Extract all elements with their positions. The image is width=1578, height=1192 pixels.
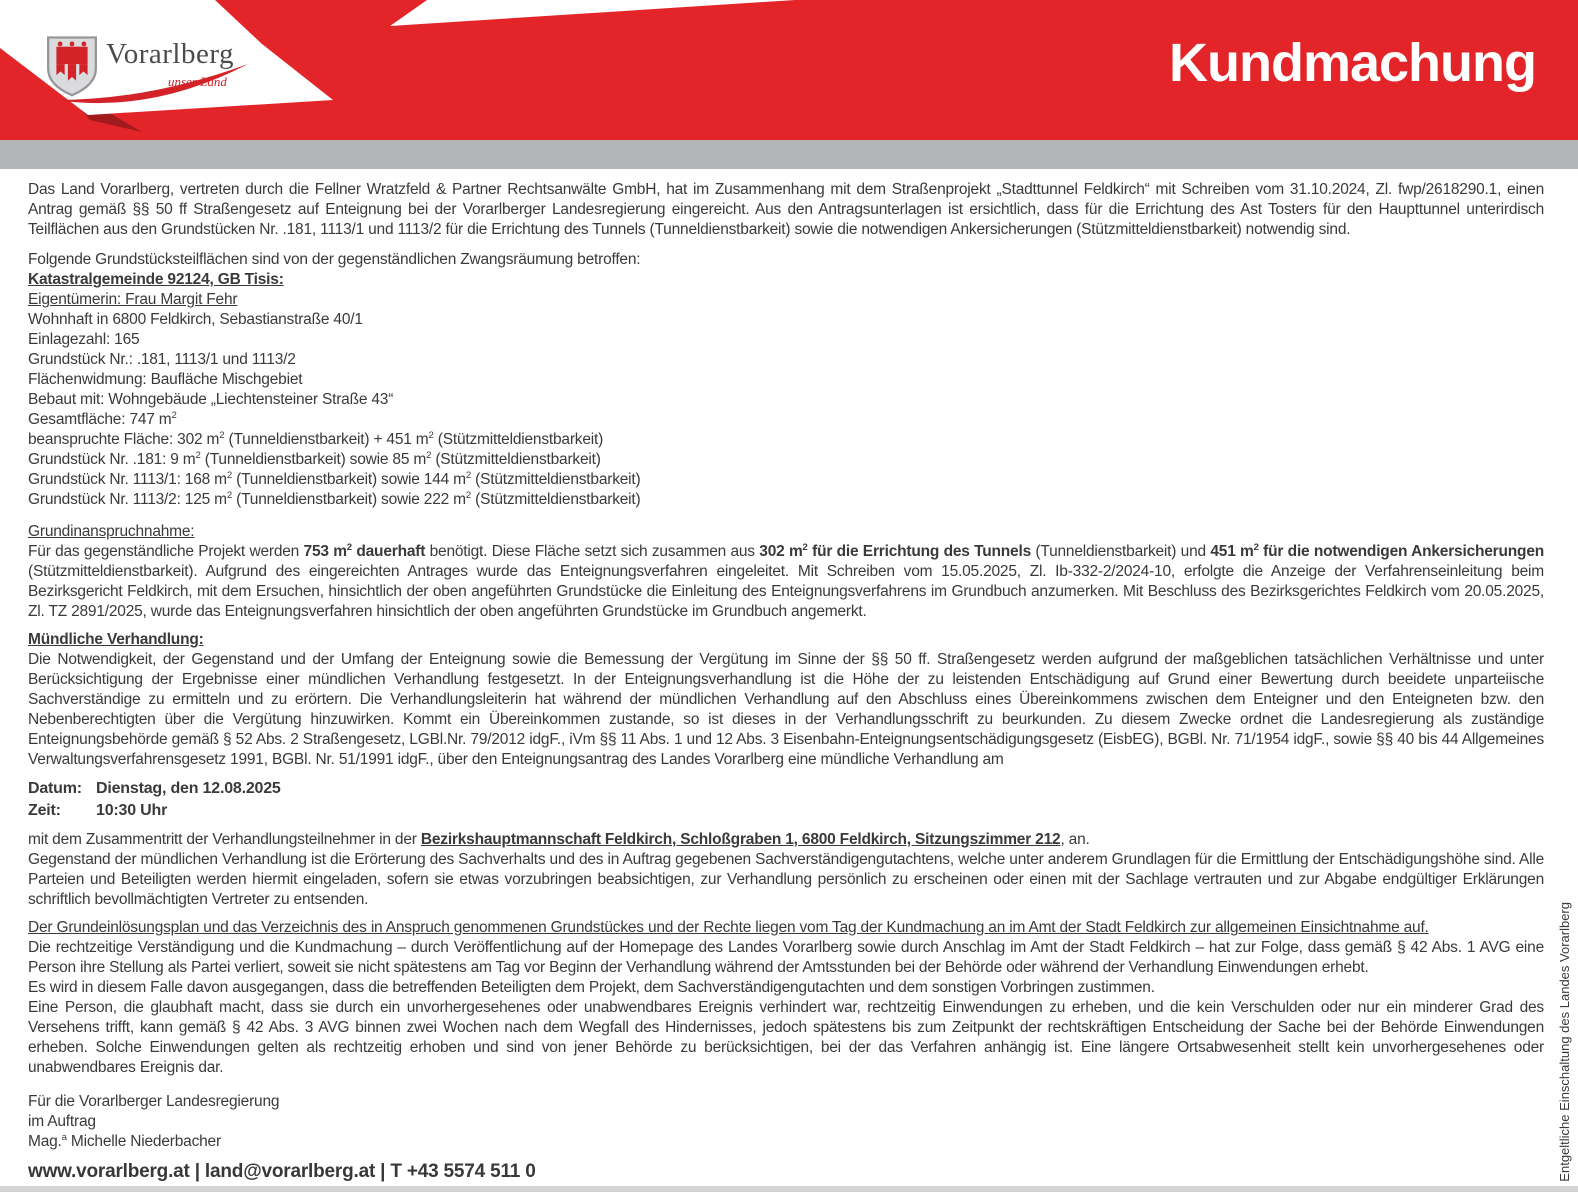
property-line: Eigentümerin: Frau Margit Fehr — [28, 291, 238, 308]
einsicht-notice-line: Der Grundeinlösungsplan und das Verzeichnis des in Anspruch genommenen Grundstückes und der Rechte liegen vom Tag der Kundmachung an im Amt der Stadt Feldkirch zur allgemeinen Einsichtnahme auf. — [28, 919, 1429, 936]
affected-lead-line: Folgende Grundstücksteilflächen sind von der gegenständlichen Zwangsräumung betroffen: — [28, 251, 641, 268]
vorarlberg-logo — [0, 0, 360, 140]
property-line: Grundstück Nr. .181: 9 $m^2$ (Tunneldienstbarkeit) sowie 85 $m^2$ (Stützmitteldienstbarkeit) — [28, 449, 601, 468]
gray-divider-bar — [0, 140, 1578, 169]
signature-block — [28, 1092, 1544, 1152]
signature-name: Mag.$^a$ Michelle Niederbacher — [28, 1131, 221, 1150]
header-banner — [0, 0, 1578, 140]
property-line: Grundstück Nr. 1113/2: 125 $m^2$ (Tunneldienstbarkeit) sowie 222 $m^2$ (Stützmitteldienstbarkeit) — [28, 489, 641, 508]
logo-wordmark: Vorarlberg — [106, 38, 234, 70]
time-value: 10:30 Uhr — [96, 802, 168, 819]
einsicht-paragraph-3: Eine Person, die glaubhaft macht, dass sie durch ein unvorhergesehenes oder unabwendbares Ereignis verhindert war, rechtzeitig Einwendungen zu erheben, und die kein Verschulden oder nur ein minderer Grad des Versehens trifft, kann gemäß § 42 Abs. 3 AVG binnen zwei Wochen nach dem Wegfall des Hindernisses, jedoch spätestens bis zum Zeitpunkt der rechtskräftigen Entscheidung der Sache bei der Behörde Einwendungen erheben. Solche Einwendungen gelten als rechtzeitig erhoben und sind von jener Behörde zu berücksichtigen, bei der das Verfahren anhängig ist. Eine längere Ortsabwesenheit stellt kein unvorhergesehenes oder unabwendbares Ereignis dar. — [28, 999, 1544, 1076]
section-heading-verhandlung: Mündliche Verhandlung: — [28, 631, 204, 648]
einsicht-paragraph-2: Es wird in diesem Falle davon ausgegangen, dass die betreffenden Beteiligten dem Projekt, dem Sachverständigengutachten und dem sonstigen Vorbringen zustimmen. — [28, 979, 1155, 996]
property-line: beanspruchte Fläche: 302 $m^2$ (Tunneldienstbarkeit) + 451 $m^2$ (Stützmitteldienstbarkeit) — [28, 429, 604, 448]
time-label: Zeit: — [28, 802, 61, 819]
verhandlung-paragraph: Die Notwendigkeit, der Gegenstand und der Umfang der Enteignung sowie die Bemessung der Vergütung im Sinne der §§ 50 ff. Straßengesetz werden aufgrund der maßgeblichen tatsächlichen Verhältnisse und unter Berücksichtigung der Ergebnisse einer mündlichen Verhandlung festgesetzt. In der Enteignungsverhandlung ist die Höhe der zu leistenden Entschädigung auf Grund einer Bewertung durch beeidete unparteiische Sachverständige zu ermitteln und zu erörtern. Die Verhandlungsleiterin hat während der mündlichen Verhandlung auf den Abschluss eines Übereinkommens zwischen dem Enteigner und den Enteigneten bzw. den Nebenberechtigten über die Vergütung hinzuwirken. Kommt ein Übereinkommen zustande, so ist dieses in der Verhandlungsschrift zu beurkunden. Zu diesem Zwecke ordnet die Landesregierung als zuständige Enteignungsbehörde gemäß § 52 Abs. 2 Straßengesetz, LGBl.Nr. 79/2012 idgF., iVm §§ 11 Abs. 1 und 12 Abs. 3 Eisenbahn-Enteignungsentschädigungsgesetz (EisbEG), BGBl. Nr. 71/1954 idgF., sowie §§ 40 bis 44 Allgemeines Verwaltungsverfahrensgesetz 1991, BGBl. Nr. 51/1991 idgF., über den Enteignungsantrag des Landes Vorarlberg eine mündliche Verhandlung am — [28, 651, 1544, 768]
footer-contact: www.vorarlberg.at | land@vorarlberg.at | T +43 5574 511 0 — [28, 1161, 536, 1182]
page-title: Kundmachung — [1169, 33, 1536, 93]
grundinanspruchnahme-section — [28, 522, 1544, 622]
date-value: Dienstag, den 12.08.2025 — [96, 780, 281, 797]
logo-tagline: unser Land — [168, 74, 227, 89]
affected-parcels-section — [28, 250, 1544, 510]
signature-line-2: im Auftrag — [28, 1113, 96, 1130]
einsicht-section — [28, 918, 1544, 1078]
property-line: Einlagezahl: 165 — [28, 331, 140, 348]
grundinanspruchnahme-paragraph: Für das gegenständliche Projekt werden 753 $m^2$ dauerhaft benötigt. Diese Fläche setzt sich zusammen aus 302 $m^2$ für die Errichtung des Tunnels (Tunneldienstbarkeit) und 451 $m^2$ für die notwendigen Ankersicherungen (Stützmitteldienstbarkeit). Aufgrund des eingereichten Antrages wurde das Enteignungsverfahren eingeleitet. Mit Schreiben vom 15.05.2025, Zl. Ib-332-2/2024-10, erfolgte die Anzeige der Verfahrenseinleitung beim Bezirksgericht Feldkirch, mit dem Ersuchen, hinsichtlich der oben angeführten Grundstücke die Einleitung des Enteignungsverfahrens im Grundbuch anzumerken. Mit Beschluss des Bezirksgerichtes Feldkirch vom 20.05.2025, Zl. TZ 2891/2025, wurde das Enteignungsverfahren hinsichtlich der oben angeführten Grundstücke im Grundbuch angemerkt. — [28, 541, 1545, 620]
document-body — [28, 180, 1544, 1182]
property-line: Wohnhaft in 6800 Feldkirch, Sebastianstraße 40/1 — [28, 311, 363, 328]
signature-line-1: Für die Vorarlberger Landesregierung — [28, 1093, 280, 1110]
property-line: Grundstück Nr.: .181, 1113/1 und 1113/2 — [28, 351, 296, 368]
section-heading-grundinanspruchnahme: Grundinanspruchnahme: — [28, 523, 195, 540]
hearing-subject-paragraph: Gegenstand der mündlichen Verhandlung ist die Erörterung des Sachverhalts und des in Auftrag gegebenen Sachverständigengutachtens, welche unter anderem Grundlagen für die Ermittlung der Entschädigungshöhe sind. Alle Parteien und Beteiligten werden hiermit eingeladen, sofern sie etwas vorzubringen beabsichtigen, zur Verhandlung persönlich zu erscheinen oder einen mit der Sachlage vertrauten und zur Abgabe endgültiger Erklärungen schriftlich bevollmächtigten Vertreter zu entsenden. — [28, 851, 1544, 908]
property-line: Grundstück Nr. 1113/1: 168 $m^2$ (Tunneldienstbarkeit) sowie 144 $m^2$ (Stützmitteldienstbarkeit) — [28, 469, 641, 488]
intro-paragraph: Das Land Vorarlberg, vertreten durch die Fellner Wratzfeld & Partner Rechtsanwälte GmbH, hat im Zusammenhang mit dem Straßenprojekt „Stadttunnel Feldkirch“ mit Schreiben vom 31.10.2024, Zl. fwp/2618290.1, einen Antrag gemäß §§ 50 ff Straßengesetz auf Enteignung bei der Vorarlberger Landesregierung eingereicht. Aus den Antragsunterlagen ist ersichtlich, dass für die Errichtung des Ast Tosters für den Haupttunnel unterirdisch Teilflächen aus den Grundstücken Nr. .181, 1113/1 und 1113/2 für die Errichtung des Tunnels (Tunneldienstbarkeit) sowie die notwendigen Ankersicherungen (Stützmitteldienstbarkeit) notwendig sind. — [28, 181, 1544, 238]
date-label: Datum: — [28, 780, 82, 797]
property-line: Bebaut mit: Wohngebäude „Liechtensteiner Straße 43“ — [28, 391, 394, 408]
einsicht-paragraph-1: Die rechtzeitige Verständigung und die Kundmachung – durch Veröffentlichung auf der Homepage des Landes Vorarlberg sowie durch Anschlag im Amt der Stadt Feldkirch – hat zur Folge, dass gemäß § 42 Abs. 1 AVG eine Person ihre Stellung als Partei verliert, soweit sie nicht spätestens am Tag vor Beginn der Verhandlung während der Amtsstunden bei der Behörde oder während der Verhandlung Einwendungen erhebt. — [28, 939, 1544, 976]
property-line: Gesamtfläche: 747 $m^2$ — [28, 409, 177, 428]
property-line: Katastralgemeinde 92124, GB Tisis: — [28, 271, 284, 288]
hearing-location-block — [28, 830, 1544, 910]
hearing-date-block — [28, 778, 1544, 822]
property-line: Flächenwidmung: Baufläche Mischgebiet — [28, 371, 303, 388]
white-ribbon-wedge — [390, 0, 800, 28]
hearing-location-line: mit dem Zusammentritt der Verhandlungsteilnehmer in der Bezirkshauptmannschaft Feldkirch, Schloßgraben 1, 6800 Feldkirch, Sitzungszimmer 212, an. — [28, 831, 1090, 848]
hearing-time-row — [28, 800, 1544, 822]
paid-insertion-note: Entgeltliche Einschaltung des Landes Vorarlberg — [1557, 902, 1572, 1182]
bottom-page-edge — [0, 1186, 1578, 1192]
verhandlung-section — [28, 630, 1544, 770]
hearing-date-row — [28, 778, 1544, 800]
